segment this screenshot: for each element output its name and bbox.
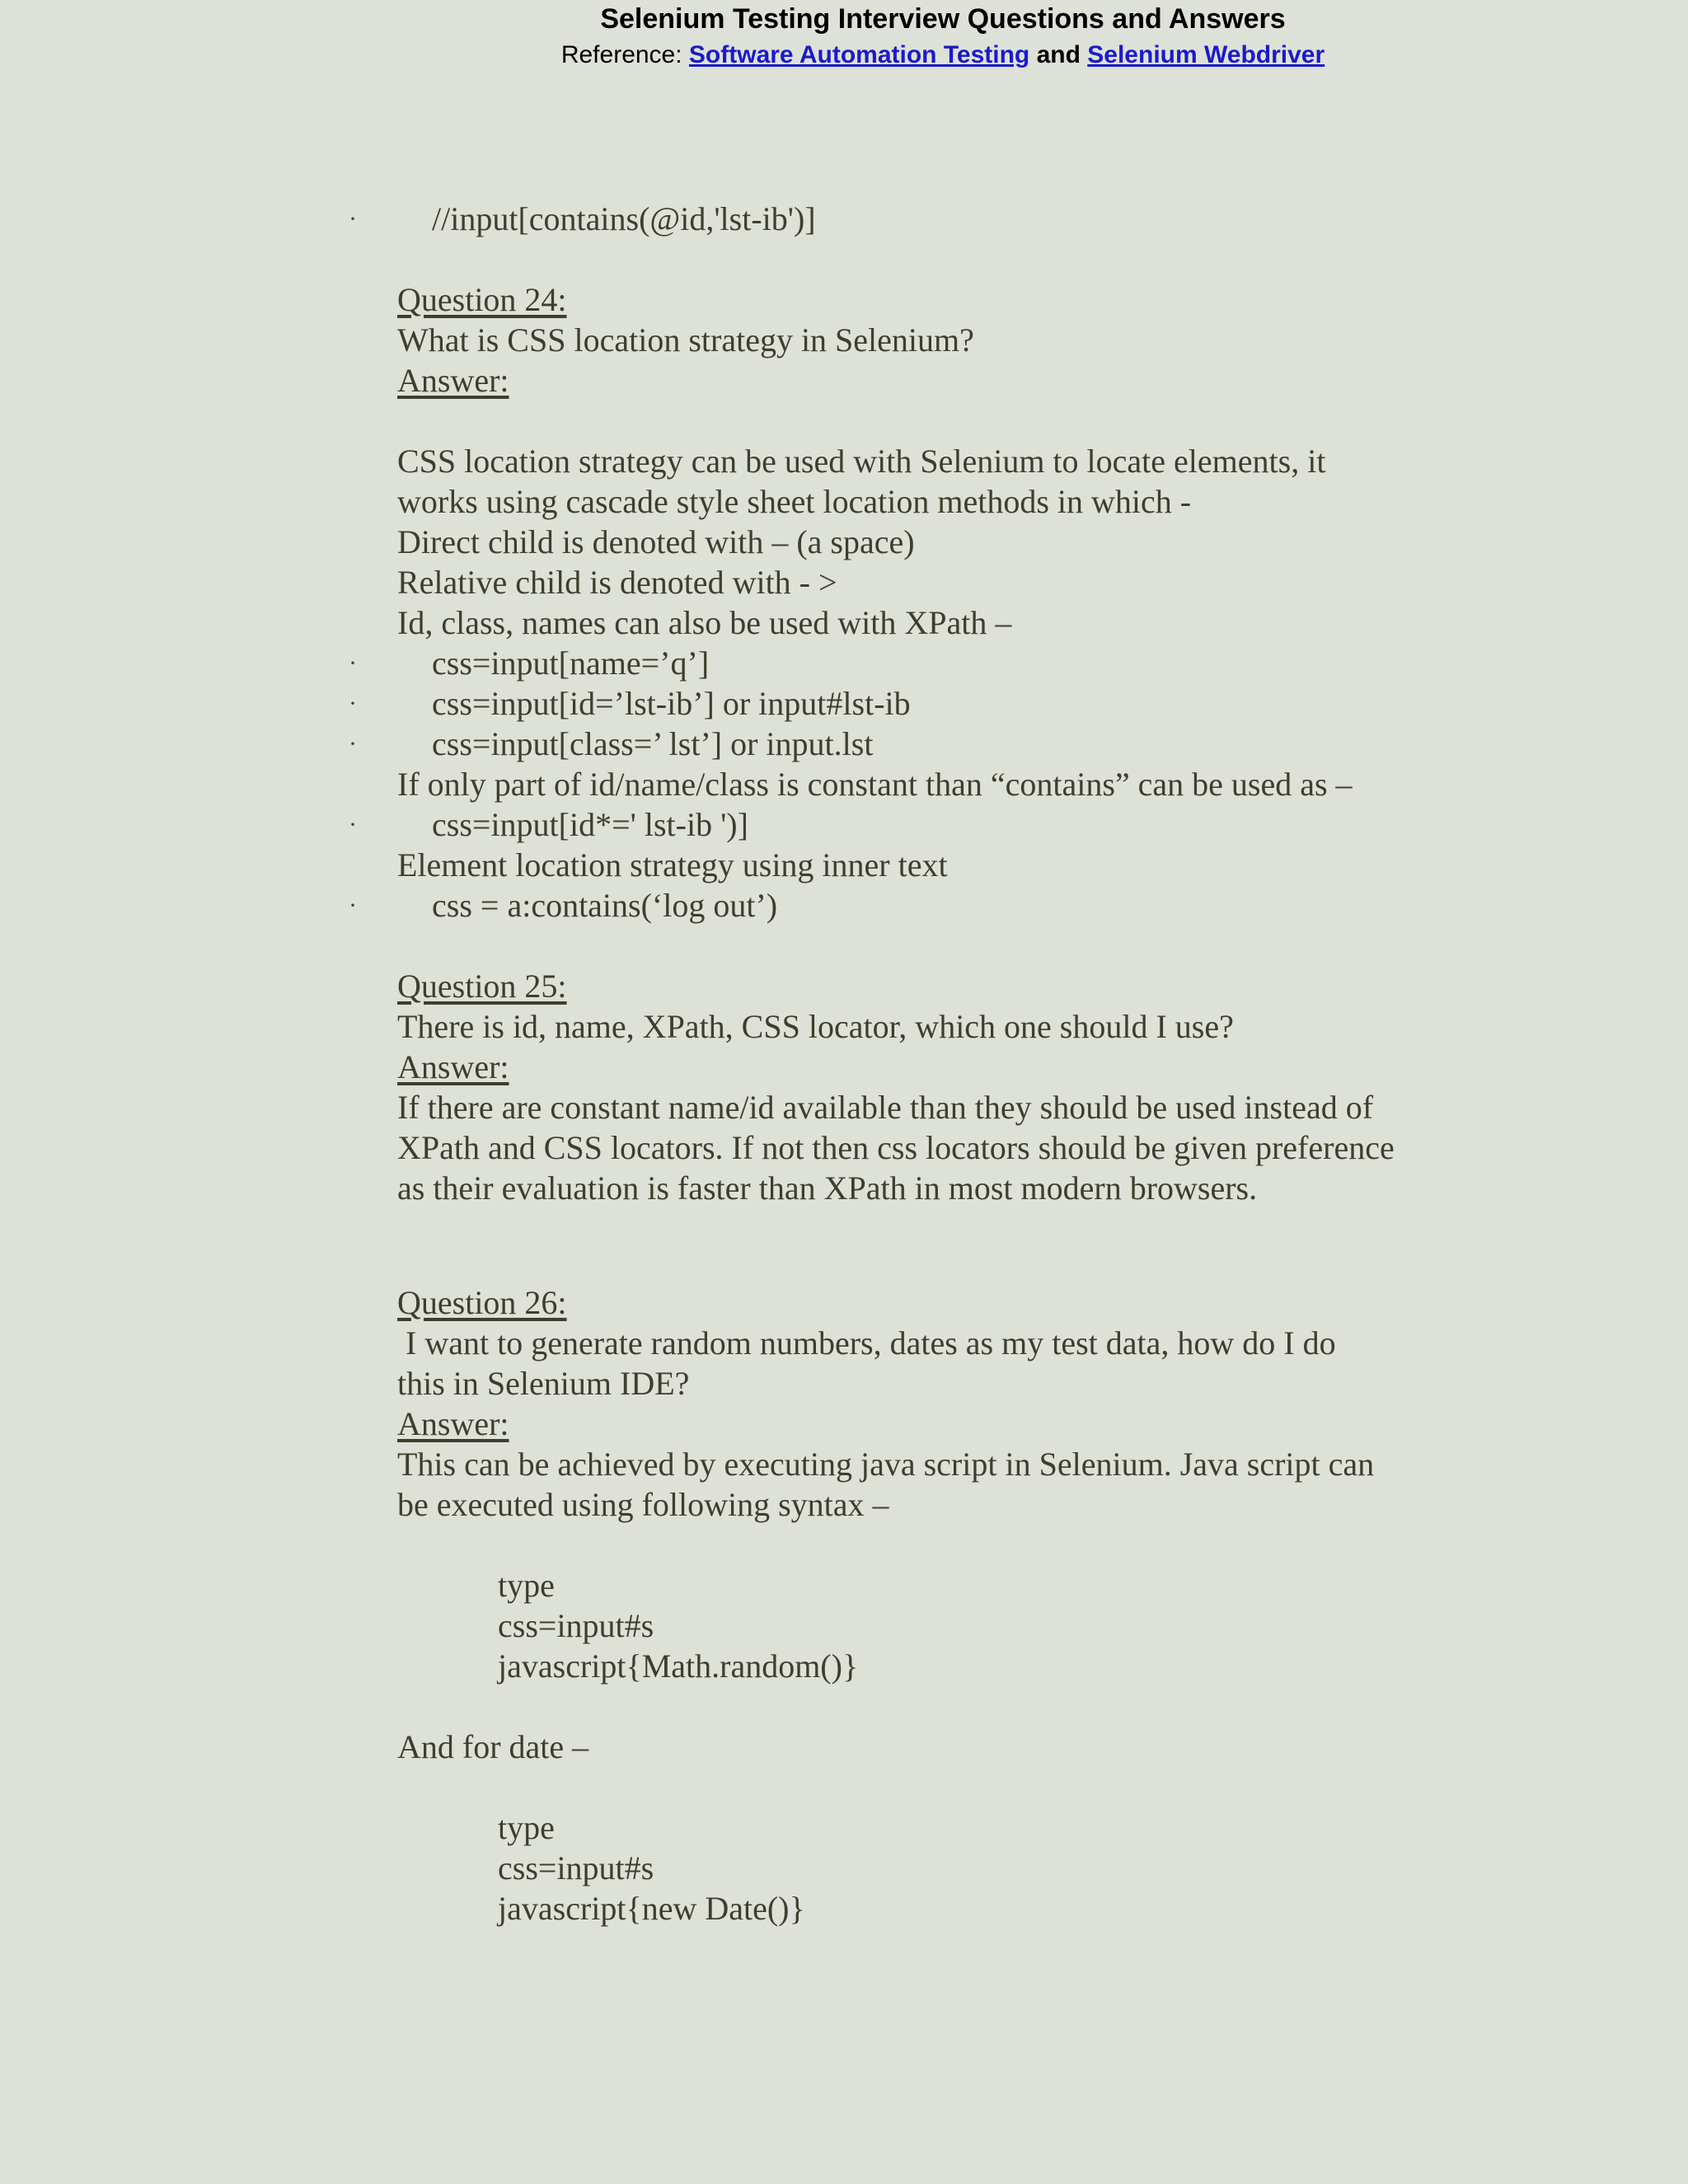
bullet-dot: ·	[349, 811, 357, 838]
reference-line	[99, 41, 1688, 69]
bullet-dot: ·	[349, 690, 357, 717]
code-line: css=input#s	[498, 1607, 654, 1644]
date-line: And for date –	[397, 1728, 589, 1765]
xpath-contains-example: //input[contains(@id,'lst-ib')]	[432, 200, 816, 237]
answer-26-label: Answer:	[397, 1405, 509, 1442]
answer-26-line: This can be achieved by executing java script in Selenium. Java script can	[397, 1446, 1375, 1483]
code-line: type	[498, 1567, 555, 1604]
question-25-text: There is id, name, XPath, CSS locator, which one should I use?	[397, 1008, 1234, 1045]
inner-text-line: Element location strategy using inner text	[397, 846, 948, 883]
answer-25-label: Answer:	[397, 1048, 509, 1085]
selenium-webdriver-link[interactable]: Selenium Webdriver	[1087, 41, 1325, 68]
bullet-dot: ·	[349, 892, 357, 919]
code-line: javascript{new Date()}	[498, 1890, 805, 1927]
question-24-text: What is CSS location strategy in Selenium?	[397, 321, 974, 359]
answer-25-line: XPath and CSS locators. If not then css locators should be given preference	[397, 1129, 1395, 1166]
code-line: javascript{Math.random()}	[498, 1647, 859, 1685]
question-25-label: Question 25:	[397, 968, 567, 1005]
reference-label: Reference:	[560, 41, 689, 68]
question-26-text: I want to generate random numbers, dates as my test data, how do I do	[397, 1324, 1336, 1361]
contains-line: If only part of id/name/class is constant than “contains” can be used as –	[397, 766, 1353, 803]
bullet-dot: ·	[349, 730, 357, 757]
answer-26-line: be executed using following syntax –	[397, 1486, 889, 1523]
bullet-dot: ·	[349, 205, 357, 232]
code-line: css=input#s	[498, 1849, 654, 1886]
css-example-bullet: css=input[name=’q’]	[432, 644, 710, 682]
code-line: type	[498, 1809, 555, 1846]
answer-24-line: Direct child is denoted with – (a space)	[397, 523, 915, 560]
document-title: Selenium Testing Interview Questions and Answers	[600, 3, 1286, 35]
bullet-dot: ·	[349, 649, 357, 677]
question-26-text: this in Selenium IDE?	[397, 1365, 690, 1402]
css-example-bullet: css=input[id=’lst-ib’] or input#lst-ib	[432, 685, 911, 722]
answer-25-line: as their evaluation is faster than XPath in most modern browsers.	[397, 1169, 1258, 1207]
css-contains-bullet: css=input[id*=' lst-ib ')]	[432, 806, 748, 843]
answer-24-line: Relative child is denoted with - >	[397, 564, 837, 601]
and-text: and	[1029, 41, 1088, 68]
answer-25-line: If there are constant name/id available than they should be used instead of	[397, 1089, 1374, 1126]
software-automation-testing-link[interactable]: Software Automation Testing	[688, 41, 1030, 68]
question-24-label: Question 24:	[397, 281, 567, 318]
css-inner-text-bullet: css = a:contains(‘log out’)	[432, 887, 778, 924]
answer-24-line: CSS location strategy can be used with Selenium to locate elements, it	[397, 443, 1326, 480]
css-example-bullet: css=input[class=’ lst’] or input.lst	[432, 725, 874, 762]
answer-24-line: Id, class, names can also be used with XPath –	[397, 604, 1012, 641]
answer-24-line: works using cascade style sheet location methods in which -	[397, 483, 1192, 520]
question-26-label: Question 26:	[397, 1284, 567, 1321]
answer-24-label: Answer:	[397, 362, 509, 399]
